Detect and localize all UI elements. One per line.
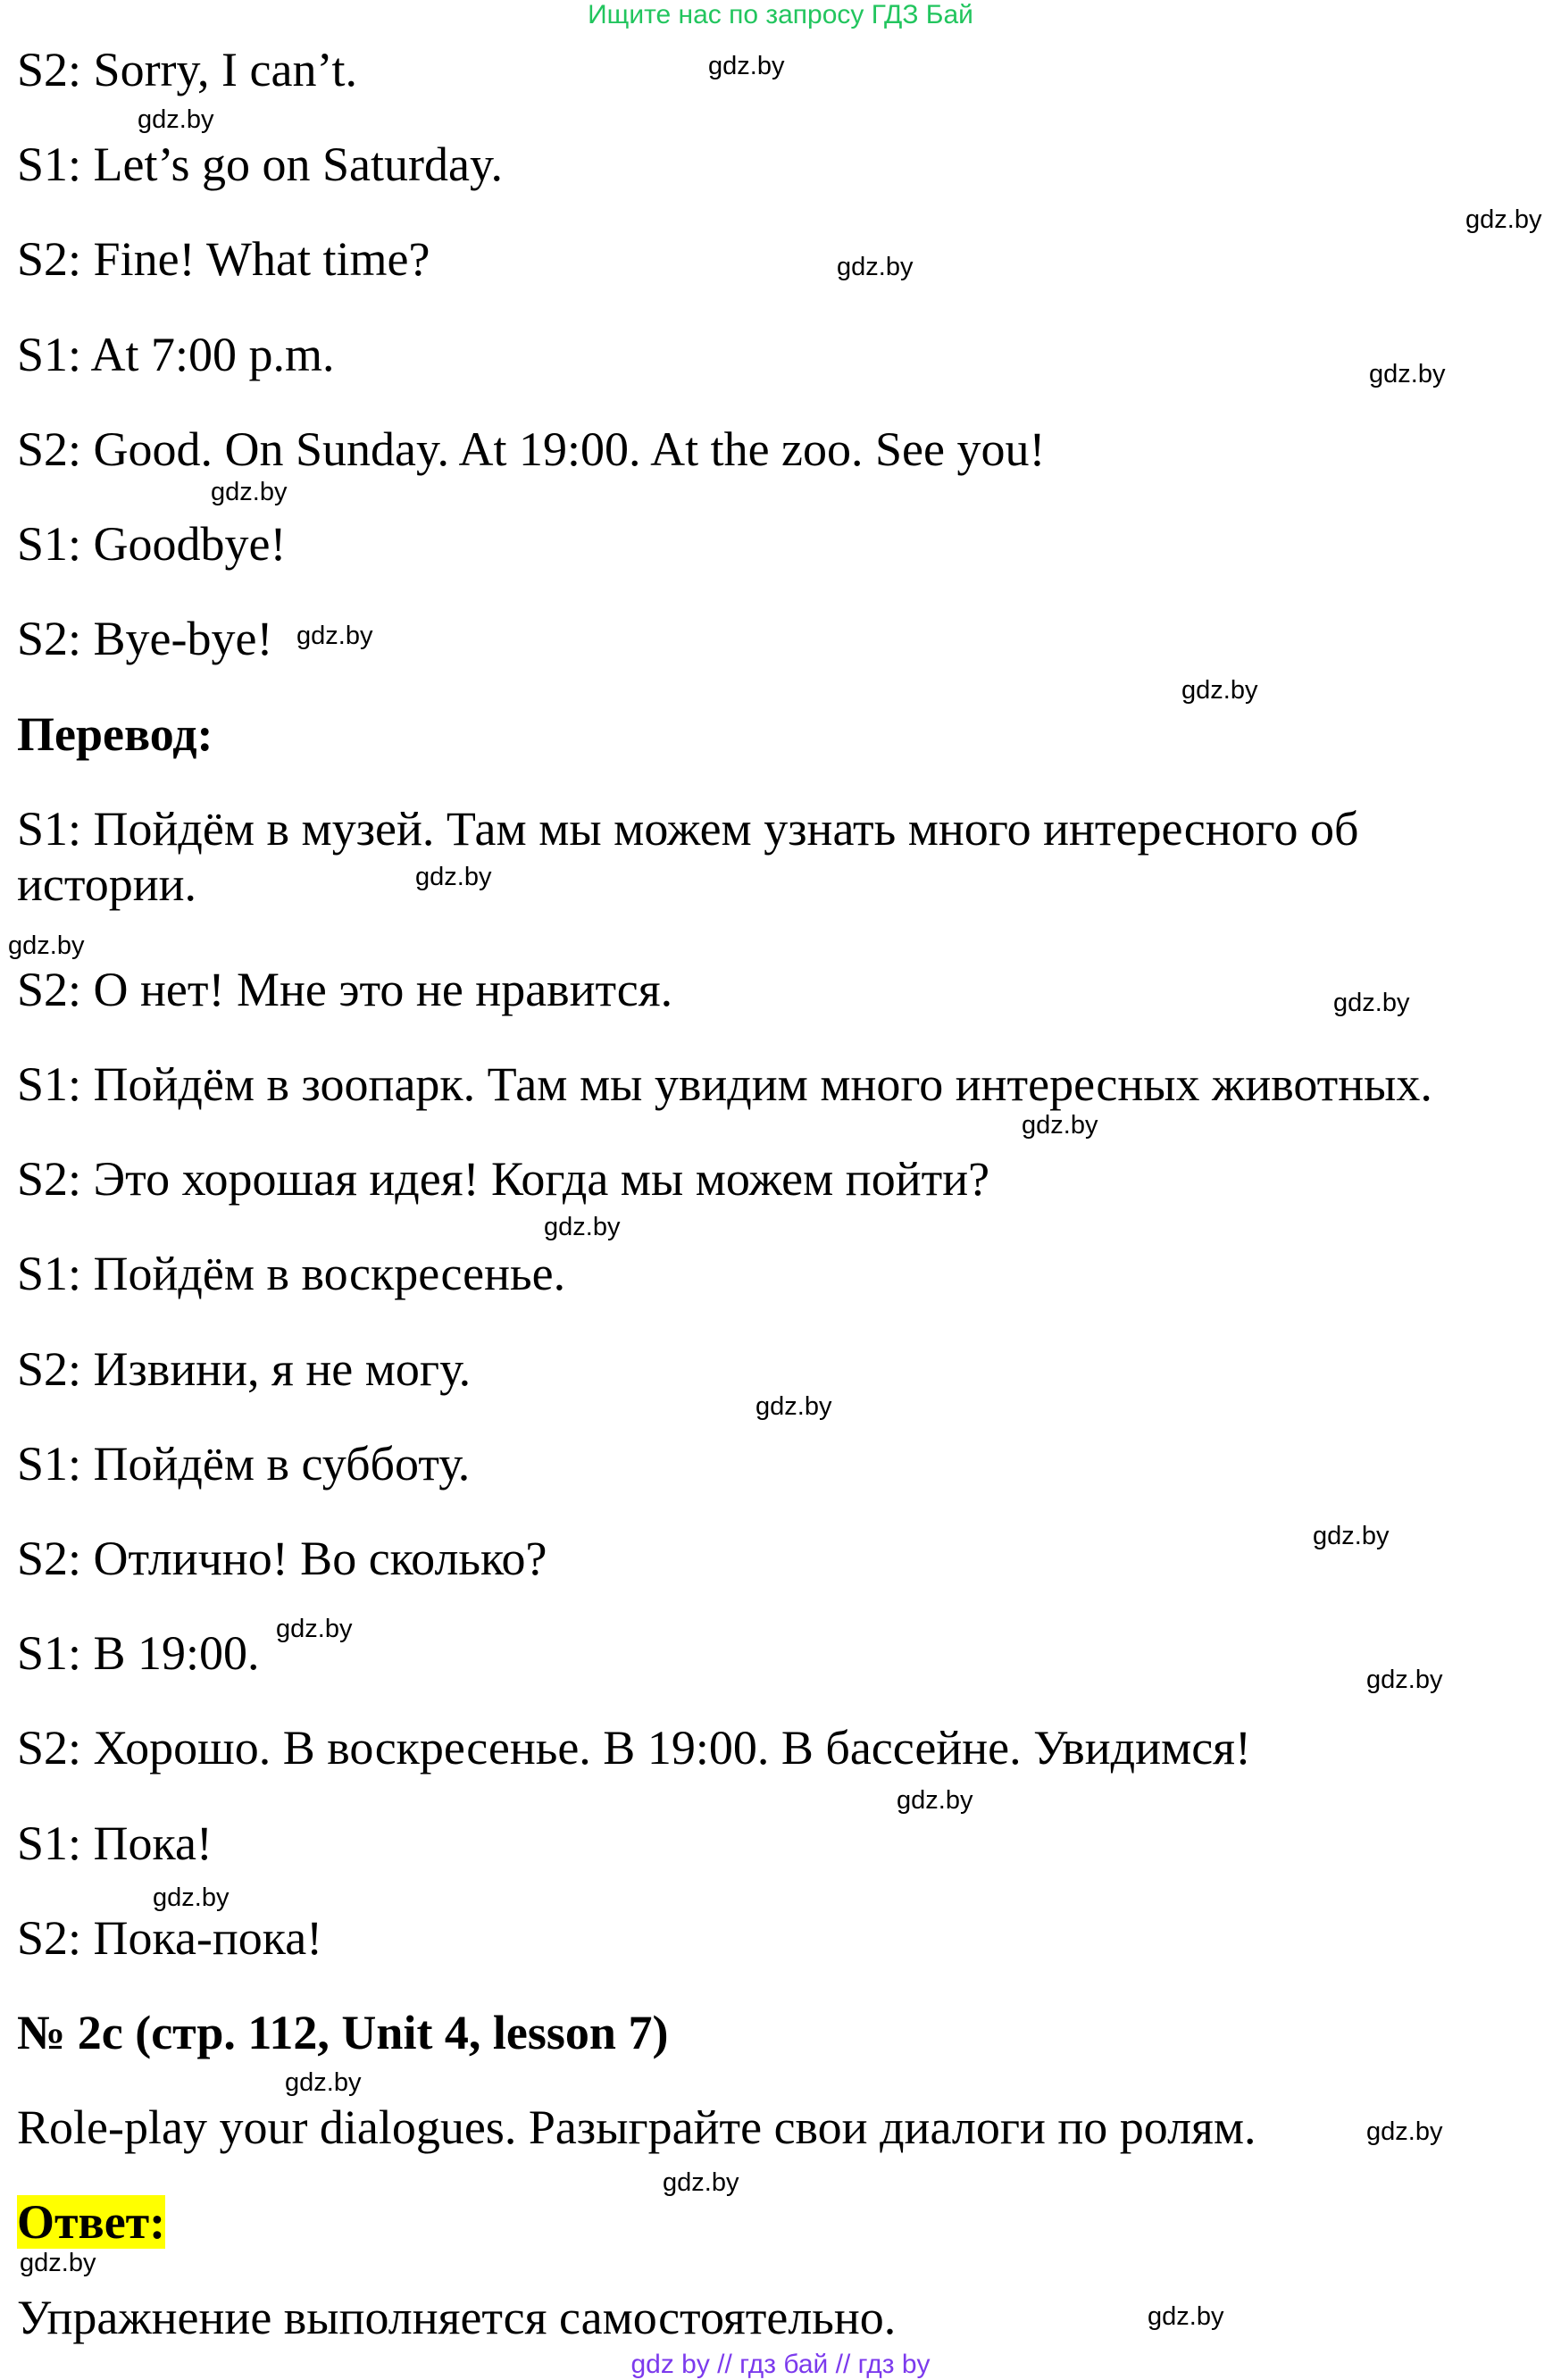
translation-line: S1: Пойдём в музей. Там мы можем узнать много интересного об истории.	[17, 802, 1359, 911]
answer-highlight: Ответ:	[17, 2195, 166, 2249]
translation-line: S2: Извини, я не могу.	[17, 1342, 472, 1396]
watermark: gdz.by	[138, 105, 214, 134]
translation-line: S2: Пока-пока!	[17, 1911, 323, 1965]
translation-line: S1: Пока!	[17, 1816, 213, 1870]
translation-line: S1: Пойдём в воскресенье.	[17, 1247, 566, 1300]
watermark: gdz.by	[1022, 1111, 1098, 1140]
translation-line: S2: Это хорошая идея! Когда мы можем пойти?	[17, 1152, 990, 1206]
translation-line: S1: В 19:00.	[17, 1626, 260, 1680]
watermark: gdz.by	[153, 1883, 230, 1912]
watermark: gdz.by	[1181, 676, 1258, 705]
translation-heading: Перевод:	[17, 707, 213, 761]
watermark: gdz.by	[1465, 205, 1542, 234]
dialogue-line: S2: Bye-bye!	[17, 612, 273, 665]
translation-line: S2: Отлично! Во сколько?	[17, 1532, 547, 1585]
exercise-title: № 2c (стр. 112, Unit 4, lesson 7)	[17, 2006, 669, 2059]
answer-label	[17, 2194, 165, 2250]
dialogue-line: S2: Sorry, I can’t.	[17, 43, 357, 96]
watermark: gdz.by	[285, 2068, 362, 2097]
watermark: gdz.by	[211, 478, 288, 506]
watermark: gdz.by	[1366, 1666, 1443, 1694]
footer-links[interactable]: gdz by // гдз бай // гдз by	[630, 2350, 931, 2379]
dialogue-line: S1: Goodbye!	[17, 517, 287, 571]
answer-text: Упражнение выполняется самостоятельно.	[17, 2291, 897, 2344]
watermark: gdz.by	[1333, 989, 1410, 1017]
watermark: gdz.by	[544, 1213, 621, 1241]
exercise-task: Role-play your dialogues. Разыграйте свои диалоги по ролям.	[17, 2100, 1256, 2154]
watermark: gdz.by	[20, 2249, 96, 2277]
watermark: gdz.by	[1369, 360, 1446, 388]
watermark: gdz.by	[8, 931, 85, 960]
watermark: gdz.by	[1148, 2302, 1224, 2331]
watermark: gdz.by	[415, 863, 492, 891]
dialogue-line: S2: Fine! What time?	[17, 232, 430, 286]
dialogue-line: S1: Let’s go on Saturday.	[17, 138, 503, 191]
watermark: gdz.by	[296, 622, 373, 650]
translation-line: S1: Пойдём в субботу.	[17, 1437, 471, 1491]
translation-line: S2: О нет! Мне это не нравится.	[17, 963, 673, 1016]
search-hint-link[interactable]: Ищите нас по запросу ГДЗ Бай	[588, 0, 973, 29]
watermark: gdz.by	[755, 1392, 832, 1421]
translation-line: S2: Хорошо. В воскресенье. В 19:00. В бассейне. Увидимся!	[17, 1721, 1251, 1775]
watermark: gdz.by	[276, 1615, 353, 1643]
dialogue-line: S1: At 7:00 p.m.	[17, 328, 335, 381]
watermark: gdz.by	[1313, 1522, 1390, 1550]
watermark: gdz.by	[708, 52, 785, 80]
dialogue-line: S2: Good. On Sunday. At 19:00. At the zoo. See you!	[17, 422, 1046, 476]
watermark: gdz.by	[663, 2168, 739, 2197]
watermark: gdz.by	[1366, 2117, 1443, 2146]
watermark: gdz.by	[837, 253, 914, 281]
watermark: gdz.by	[897, 1786, 973, 1815]
translation-line: S1: Пойдём в зоопарк. Там мы увидим много интересных животных.	[17, 1057, 1432, 1111]
